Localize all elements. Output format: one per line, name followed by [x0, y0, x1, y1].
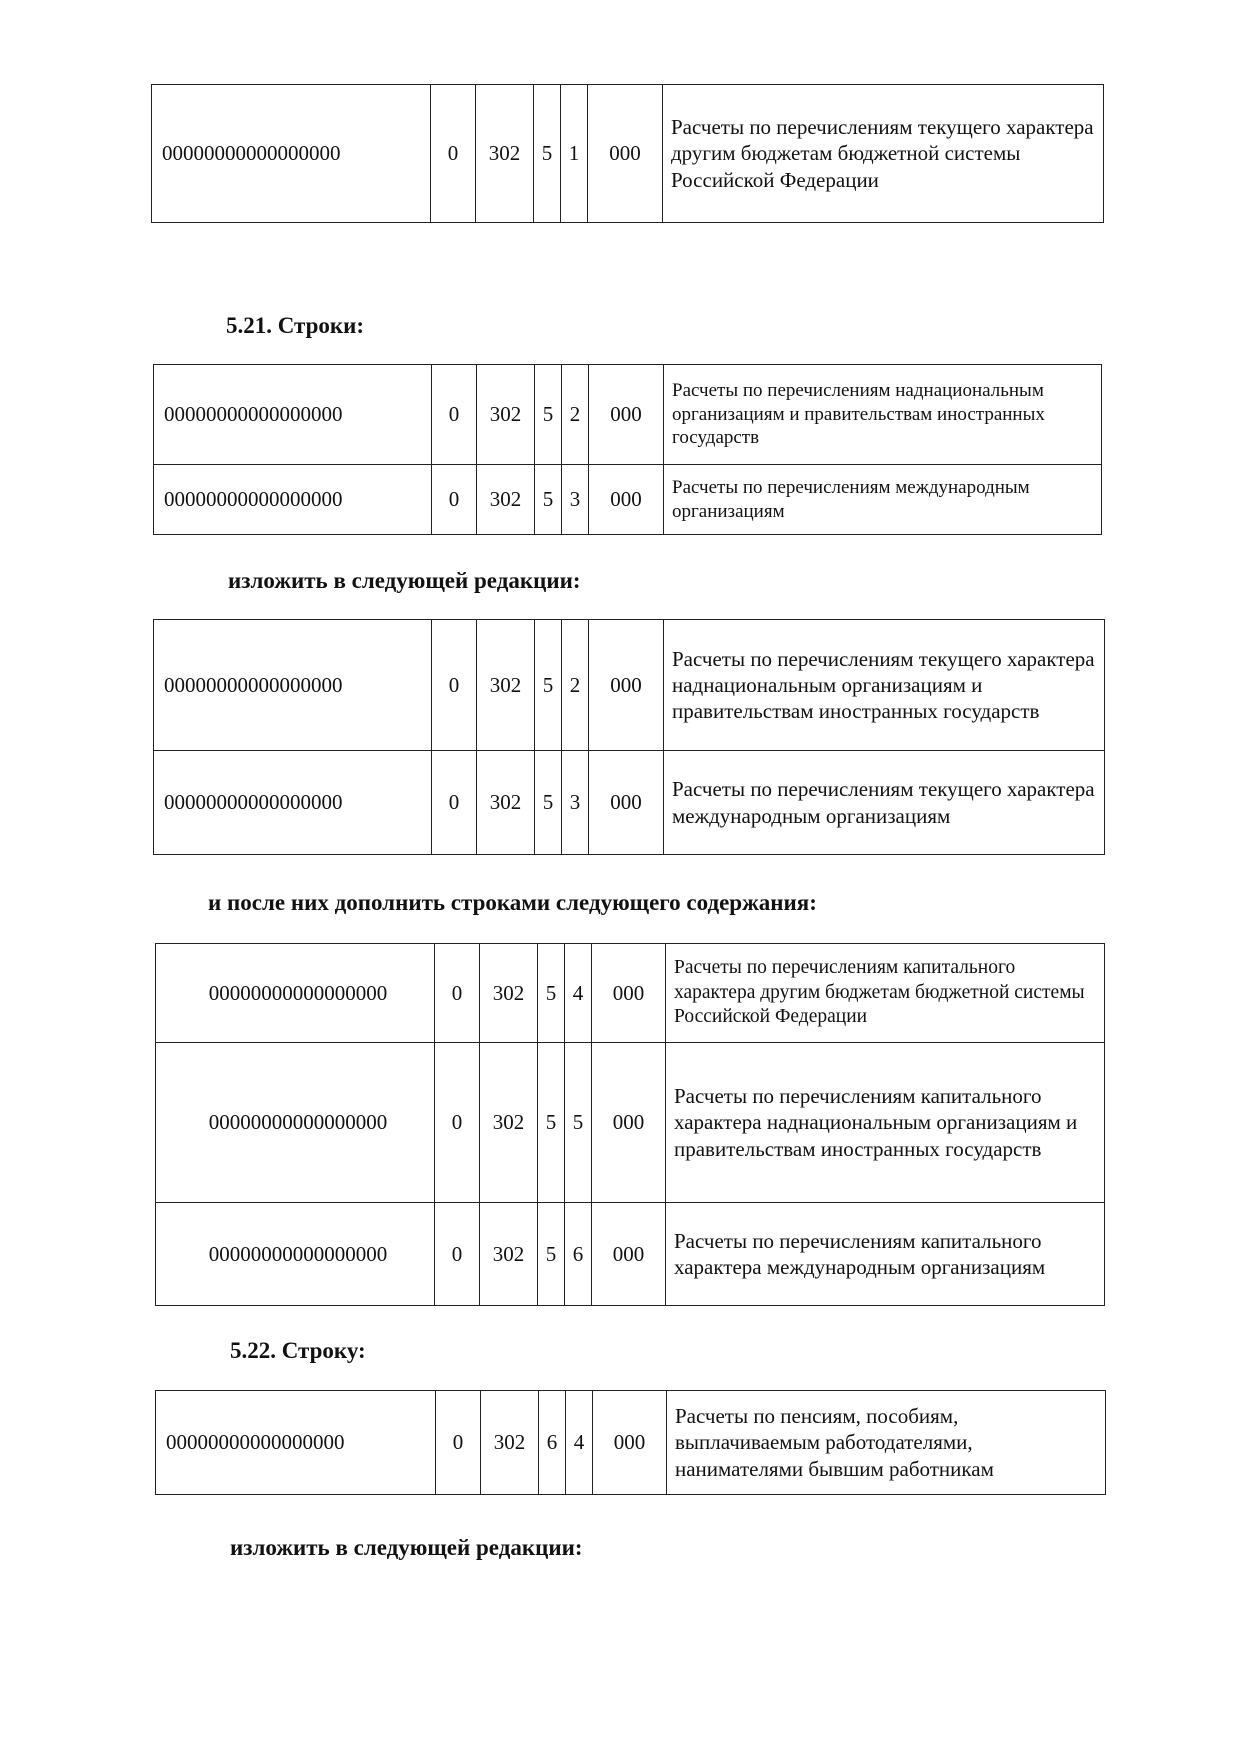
code-cell-1: 0 [435, 1203, 480, 1306]
table-row [154, 751, 1105, 855]
code-cell-3: 5 [538, 1203, 565, 1306]
code-cell-5: 000 [592, 944, 666, 1043]
code-table-5 [155, 1390, 1106, 1495]
code-cell-3: 6 [539, 1391, 566, 1495]
table-row [156, 944, 1105, 1043]
code-cell-4: 3 [562, 751, 589, 855]
code-cell-1: 0 [432, 465, 477, 535]
code-cell-1: 0 [435, 1043, 480, 1203]
table-row [156, 1203, 1105, 1306]
code-cell-3: 5 [538, 944, 565, 1043]
table-row [154, 365, 1102, 465]
code-cell-5: 000 [589, 751, 664, 855]
code-cell-1: 0 [432, 365, 477, 465]
code-cell-5: 000 [592, 1043, 666, 1203]
kbk-code-cell: 00000000000000000 [156, 944, 435, 1043]
table-row [152, 85, 1104, 223]
code-cell-1: 0 [432, 620, 477, 751]
code-cell-4: 6 [565, 1203, 592, 1306]
code-cell-3: 5 [538, 1043, 565, 1203]
code-cell-3: 5 [535, 751, 562, 855]
code-cell-1: 0 [435, 944, 480, 1043]
description-cell: Расчеты по пенсиям, пособиям, выплачиваемым работодателями, нанимателями бывшим работникам [667, 1391, 1106, 1495]
code-cell-4: 4 [565, 944, 592, 1043]
code-cell-2: 302 [477, 465, 535, 535]
table-row [154, 465, 1102, 535]
kbk-code-cell: 00000000000000000 [154, 365, 432, 465]
code-cell-2: 302 [476, 85, 534, 223]
kbk-code-cell: 00000000000000000 [156, 1203, 435, 1306]
code-cell-4: 2 [562, 620, 589, 751]
code-cell-2: 302 [477, 751, 535, 855]
description-cell: Расчеты по перечислениям текущего характера другим бюджетам бюджетной системы Российской Федерации [663, 85, 1104, 223]
section-heading-5-21: 5.21. Строки: [226, 313, 365, 338]
code-cell-3: 5 [535, 365, 562, 465]
table-5-block [155, 1390, 1106, 1495]
heading-add-rows: и после них дополнить строками следующего содержания: [208, 890, 817, 915]
kbk-code-cell: 00000000000000000 [156, 1391, 436, 1495]
table-2-block [153, 364, 1102, 535]
code-cell-5: 000 [588, 85, 663, 223]
code-cell-2: 302 [477, 365, 535, 465]
code-table-3 [153, 619, 1105, 855]
description-cell: Расчеты по перечислениям наднациональным организациям и правительствам иностранных государств [664, 365, 1102, 465]
table-row [156, 1043, 1105, 1203]
description-cell: Расчеты по перечислениям капитального характера наднациональным организациям и правительствам иностранных государств [666, 1043, 1105, 1203]
code-cell-5: 000 [592, 1203, 666, 1306]
kbk-code-cell: 00000000000000000 [152, 85, 431, 223]
code-cell-2: 302 [480, 944, 538, 1043]
table-row [154, 620, 1105, 751]
kbk-code-cell: 00000000000000000 [154, 465, 432, 535]
description-cell: Расчеты по перечислениям капитального характера другим бюджетам бюджетной системы Российской Федерации [666, 944, 1105, 1043]
code-cell-4: 2 [562, 365, 589, 465]
code-cell-3: 5 [535, 620, 562, 751]
code-cell-4: 3 [562, 465, 589, 535]
code-cell-5: 000 [589, 620, 664, 751]
description-cell: Расчеты по перечислениям текущего характера международным организациям [664, 751, 1105, 855]
description-cell: Расчеты по перечислениям капитального характера международным организациям [666, 1203, 1105, 1306]
code-cell-5: 000 [589, 365, 664, 465]
code-cell-3: 5 [534, 85, 561, 223]
code-cell-1: 0 [432, 751, 477, 855]
kbk-code-cell: 00000000000000000 [156, 1043, 435, 1203]
code-cell-5: 000 [589, 465, 664, 535]
code-table-1 [151, 84, 1104, 223]
code-cell-2: 302 [480, 1203, 538, 1306]
code-cell-2: 302 [480, 1043, 538, 1203]
table-4-block [155, 943, 1105, 1306]
code-cell-4: 1 [561, 85, 588, 223]
kbk-code-cell: 00000000000000000 [154, 751, 432, 855]
code-cell-1: 0 [431, 85, 476, 223]
code-cell-3: 5 [535, 465, 562, 535]
code-cell-4: 5 [565, 1043, 592, 1203]
section-heading-5-22: 5.22. Строку: [230, 1338, 366, 1363]
code-cell-2: 302 [477, 620, 535, 751]
kbk-code-cell: 00000000000000000 [154, 620, 432, 751]
code-table-2 [153, 364, 1102, 535]
heading-edit-2: изложить в следующей редакции: [230, 1535, 583, 1560]
heading-edit-1: изложить в следующей редакции: [228, 568, 581, 593]
code-table-4 [155, 943, 1105, 1306]
code-cell-4: 4 [566, 1391, 593, 1495]
code-cell-5: 000 [593, 1391, 667, 1495]
code-cell-1: 0 [436, 1391, 481, 1495]
code-cell-2: 302 [481, 1391, 539, 1495]
table-3-block [153, 619, 1105, 855]
description-cell: Расчеты по перечислениям международным организациям [664, 465, 1102, 535]
table-1-block [151, 84, 1104, 223]
description-cell: Расчеты по перечислениям текущего характера наднациональным организациям и правительствам иностранных государств [664, 620, 1105, 751]
table-row [156, 1391, 1106, 1495]
